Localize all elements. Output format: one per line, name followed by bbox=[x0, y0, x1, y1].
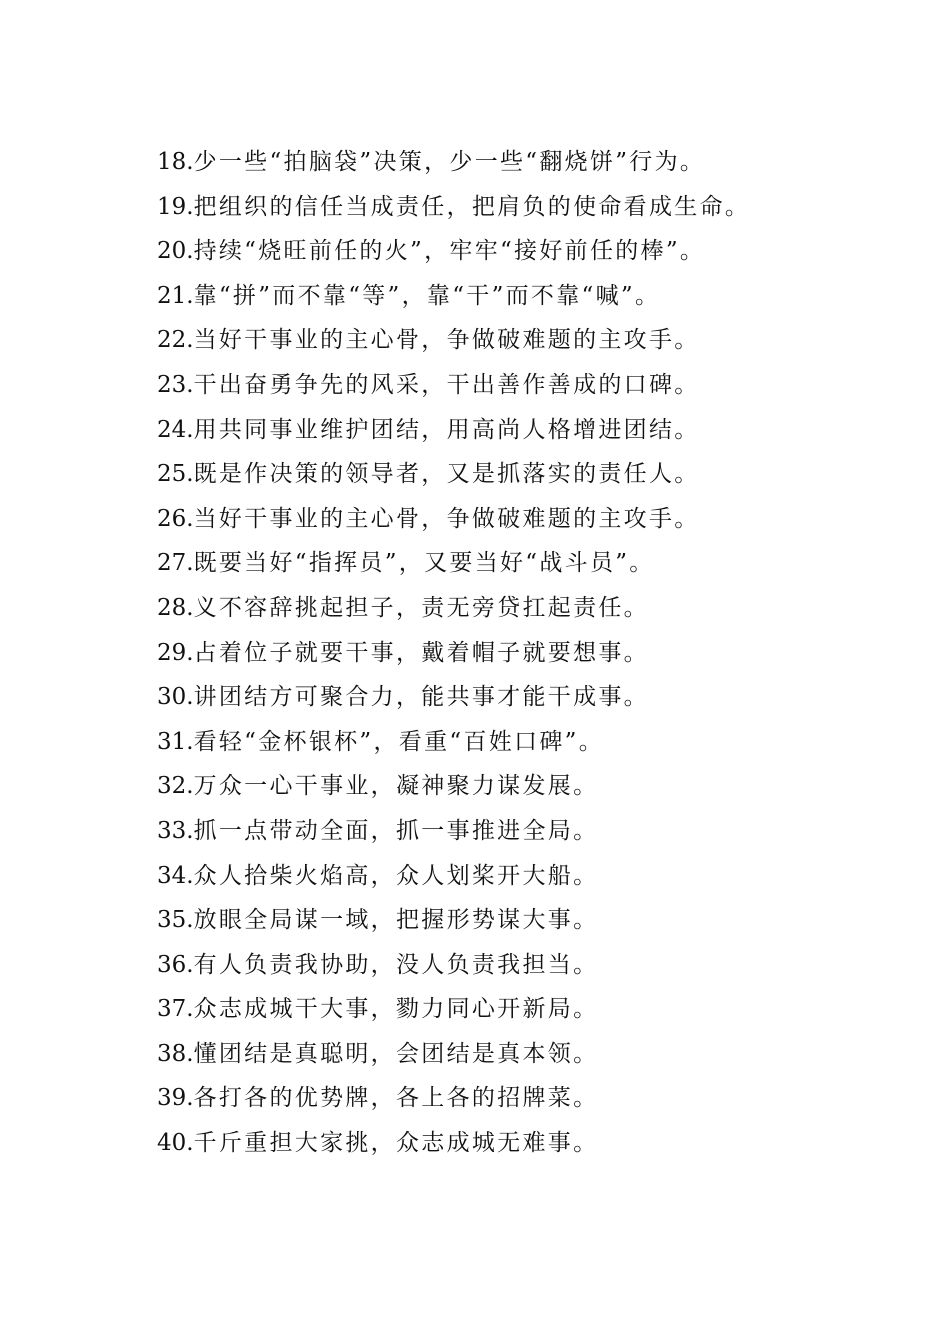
item-number: 29. bbox=[157, 639, 194, 666]
item-number: 18. bbox=[157, 149, 194, 175]
item-text: 把组织的信任当成责任，把肩负的使命看成生命。 bbox=[193, 193, 751, 220]
list-item bbox=[157, 987, 917, 1032]
item-number: 21. bbox=[157, 282, 194, 309]
list-item bbox=[157, 363, 917, 408]
list-item bbox=[157, 1032, 917, 1077]
item-number: 36. bbox=[157, 951, 194, 978]
phrase-list bbox=[157, 140, 917, 1166]
item-number: 37. bbox=[157, 996, 194, 1023]
item-text: 当好干事业的主心骨，争做破难题的主攻手。 bbox=[193, 327, 700, 354]
list-item bbox=[157, 274, 917, 319]
item-number: 34. bbox=[157, 862, 194, 889]
item-text: 有人负责我协助，没人负责我担当。 bbox=[193, 951, 599, 978]
list-item bbox=[157, 497, 917, 542]
item-number: 25. bbox=[157, 461, 194, 488]
item-text: 干出奋勇争先的风采，干出善作善成的口碑。 bbox=[193, 371, 700, 398]
item-text: 占着位子就要干事，戴着帽子就要想事。 bbox=[193, 639, 649, 666]
item-text: 持续“烧旺前任的火”，牢牢“接好前任的棒”。 bbox=[193, 238, 706, 265]
item-number: 40. bbox=[157, 1130, 194, 1157]
item-number: 28. bbox=[157, 594, 194, 621]
list-item bbox=[157, 631, 917, 676]
item-text: 放眼全局谋一域，把握形势谋大事。 bbox=[193, 907, 599, 934]
list-item bbox=[157, 764, 917, 809]
list-item bbox=[157, 140, 917, 185]
list-item bbox=[157, 675, 917, 720]
item-text: 用共同事业维护团结，用高尚人格增进团结。 bbox=[193, 416, 700, 443]
list-item bbox=[157, 452, 917, 497]
item-text: 众人拾柴火焰高，众人划桨开大船。 bbox=[193, 862, 599, 889]
item-text: 既要当好“指挥员”，又要当好“战斗员”。 bbox=[193, 550, 655, 577]
item-text: 义不容辞挑起担子，责无旁贷扛起责任。 bbox=[193, 594, 649, 621]
list-item bbox=[157, 229, 917, 274]
item-number: 31. bbox=[157, 728, 194, 755]
item-number: 20. bbox=[157, 238, 194, 265]
list-item bbox=[157, 720, 917, 765]
item-number: 32. bbox=[157, 773, 194, 800]
item-text: 万众一心干事业，凝神聚力谋发展。 bbox=[193, 773, 599, 800]
item-text: 讲团结方可聚合力，能共事才能干成事。 bbox=[193, 684, 649, 711]
item-text: 懂团结是真聪明，会团结是真本领。 bbox=[193, 1040, 599, 1067]
item-number: 19. bbox=[157, 193, 194, 220]
list-item bbox=[157, 185, 917, 230]
item-number: 23. bbox=[157, 371, 194, 398]
item-text: 千斤重担大家挑，众志成城无难事。 bbox=[193, 1130, 599, 1157]
item-number: 33. bbox=[157, 817, 194, 844]
item-number: 26. bbox=[157, 505, 194, 532]
list-item bbox=[157, 541, 917, 586]
item-text: 各打各的优势牌，各上各的招牌菜。 bbox=[193, 1085, 599, 1112]
item-number: 38. bbox=[157, 1040, 194, 1067]
item-text: 抓一点带动全面，抓一事推进全局。 bbox=[193, 817, 599, 844]
list-item bbox=[157, 318, 917, 363]
list-item bbox=[157, 1076, 917, 1121]
list-item bbox=[157, 1121, 917, 1166]
item-text: 当好干事业的主心骨，争做破难题的主攻手。 bbox=[193, 505, 700, 532]
item-number: 30. bbox=[157, 684, 194, 711]
item-text: 众志成城干大事，勠力同心开新局。 bbox=[193, 996, 599, 1023]
item-number: 24. bbox=[157, 416, 194, 443]
list-item bbox=[157, 809, 917, 854]
list-item bbox=[157, 408, 917, 453]
item-number: 27. bbox=[157, 550, 194, 577]
list-item bbox=[157, 898, 917, 943]
item-number: 35. bbox=[157, 907, 194, 934]
list-item bbox=[157, 943, 917, 988]
item-number: 39. bbox=[157, 1085, 194, 1112]
item-text: 看轻“金杯银杯”，看重“百姓口碑”。 bbox=[193, 728, 605, 755]
item-text: 既是作决策的领导者，又是抓落实的责任人。 bbox=[193, 461, 700, 488]
list-item bbox=[157, 854, 917, 899]
item-number: 22. bbox=[157, 327, 194, 354]
list-item bbox=[157, 586, 917, 631]
item-text: 少一些“拍脑袋”决策，少一些“翻烧饼”行为。 bbox=[193, 149, 706, 175]
item-text: 靠“拼”而不靠“等”，靠“干”而不靠“喊”。 bbox=[193, 282, 661, 309]
